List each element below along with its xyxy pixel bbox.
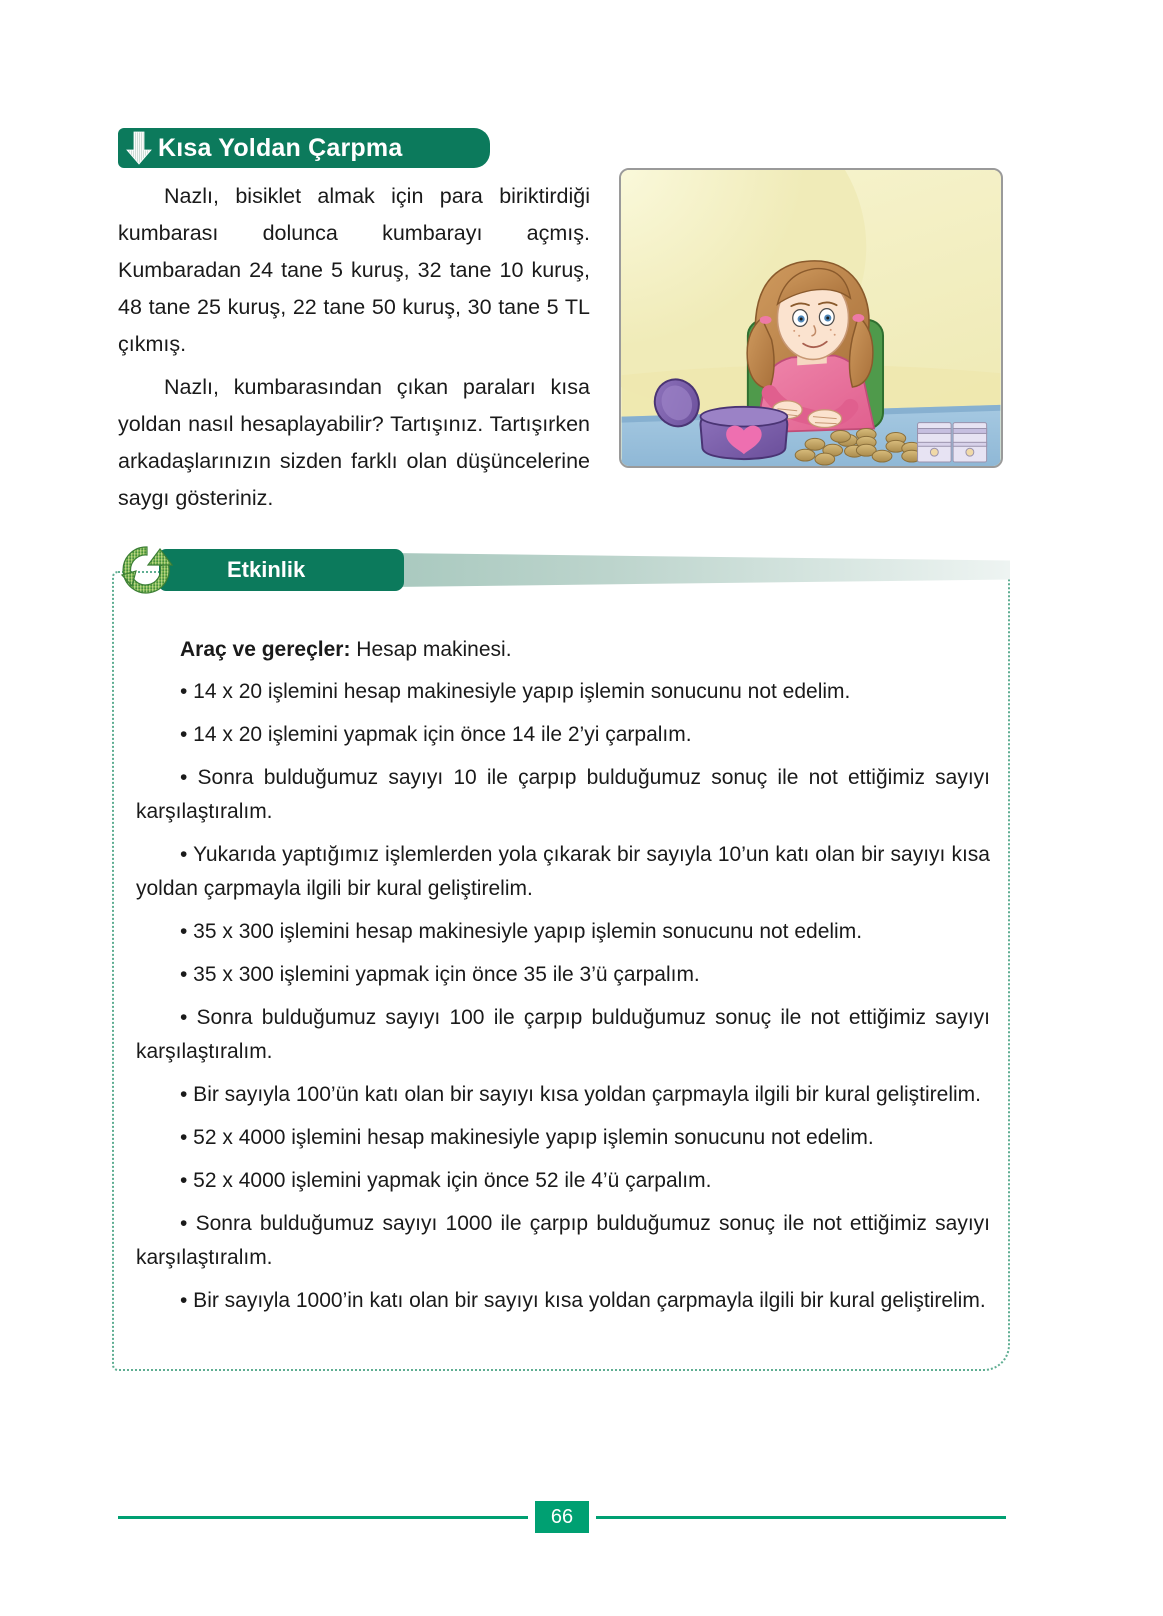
activity-box <box>112 571 1010 1371</box>
illustration-artwork <box>621 170 1001 466</box>
activity-item: • Sonra bulduğumuz sayıyı 1000 ile çarpıp bulduğumuz sonuç ile not ettiğimiz sayıyı karşılaştıralım. <box>136 1212 990 1269</box>
activity-item: • 52 x 4000 işlemini hesap makinesiyle yapıp işlemin sonucunu not edelim. <box>180 1126 874 1149</box>
illustration-girl-counting-coins <box>619 168 1003 468</box>
activity-item: • Bir sayıyla 1000’in katı olan bir sayıyı kısa yoldan çarpmayla ilgili bir kural geliştirelim. <box>180 1289 986 1312</box>
intro-text-column <box>118 178 590 523</box>
tools-label: Araç ve gereçler: <box>180 638 351 661</box>
activity-item: • 35 x 300 işlemini yapmak için önce 35 ile 3’ü çarpalım. <box>180 963 700 986</box>
activity-item: • Yukarıda yaptığımız işlemlerden yola çıkarak bir sayıyla 10’un katı olan bir sayıyı kısa yoldan çarpmayla ilgili bir kural geliştirelim. <box>136 843 990 900</box>
down-arrow-icon <box>126 131 152 165</box>
page-footer <box>118 1499 1006 1535</box>
intro-paragraph-2: Nazlı, kumbarasından çıkan paraları kısa yoldan nasıl hesaplayabilir? Tartışınız. Tartışırken arkadaşlarınızın sizden farklı olan düşüncelerine saygı gösteriniz. <box>118 375 590 510</box>
footer-rule-right <box>596 1516 1006 1519</box>
activity-badge <box>159 549 404 591</box>
section-header-banner <box>118 128 490 168</box>
activity-badge-label: Etkinlik <box>227 557 306 582</box>
activity-item: • Bir sayıyla 100’ün katı olan bir sayıyı kısa yoldan çarpmayla ilgili bir kural geliştirelim. <box>180 1083 982 1106</box>
section-title: Kısa Yoldan Çarpma <box>158 133 403 162</box>
activity-item: • 52 x 4000 işlemini yapmak için önce 52 ile 4’ü çarpalım. <box>180 1169 712 1192</box>
intro-paragraph-1: Nazlı, bisiklet almak için para biriktirdiği kumbarası dolunca kumbarayı açmış. Kumbaradan 24 tane 5 kuruş, 32 tane 10 kuruş, 48 tane 25 kuruş, 22 tane 50 kuruş, 30 tane 5 TL çıkmış. <box>118 184 590 356</box>
footer-rule-left <box>118 1516 528 1519</box>
activity-content <box>132 633 994 1327</box>
activity-item: • 35 x 300 işlemini hesap makinesiyle yapıp işlemin sonucunu not edelim. <box>180 920 863 943</box>
activity-item: • 14 x 20 işlemini hesap makinesiyle yapıp işlemin sonucunu not edelim. <box>180 680 851 703</box>
activity-section <box>112 543 1010 1371</box>
tools-line <box>136 633 990 667</box>
recycle-arrows-icon <box>116 541 178 599</box>
activity-item: • Sonra bulduğumuz sayıyı 10 ile çarpıp bulduğumuz sonuç ile not ettiğimiz sayıyı karşılaştıralım. <box>136 766 990 823</box>
page-number: 66 <box>535 1501 589 1533</box>
tools-value: Hesap makinesi. <box>356 638 512 661</box>
activity-item: • 14 x 20 işlemini yapmak için önce 14 ile 2’yi çarpalım. <box>180 723 692 746</box>
activity-item: • Sonra bulduğumuz sayıyı 100 ile çarpıp bulduğumuz sonuç ile not ettiğimiz sayıyı karşılaştıralım. <box>136 1006 990 1063</box>
